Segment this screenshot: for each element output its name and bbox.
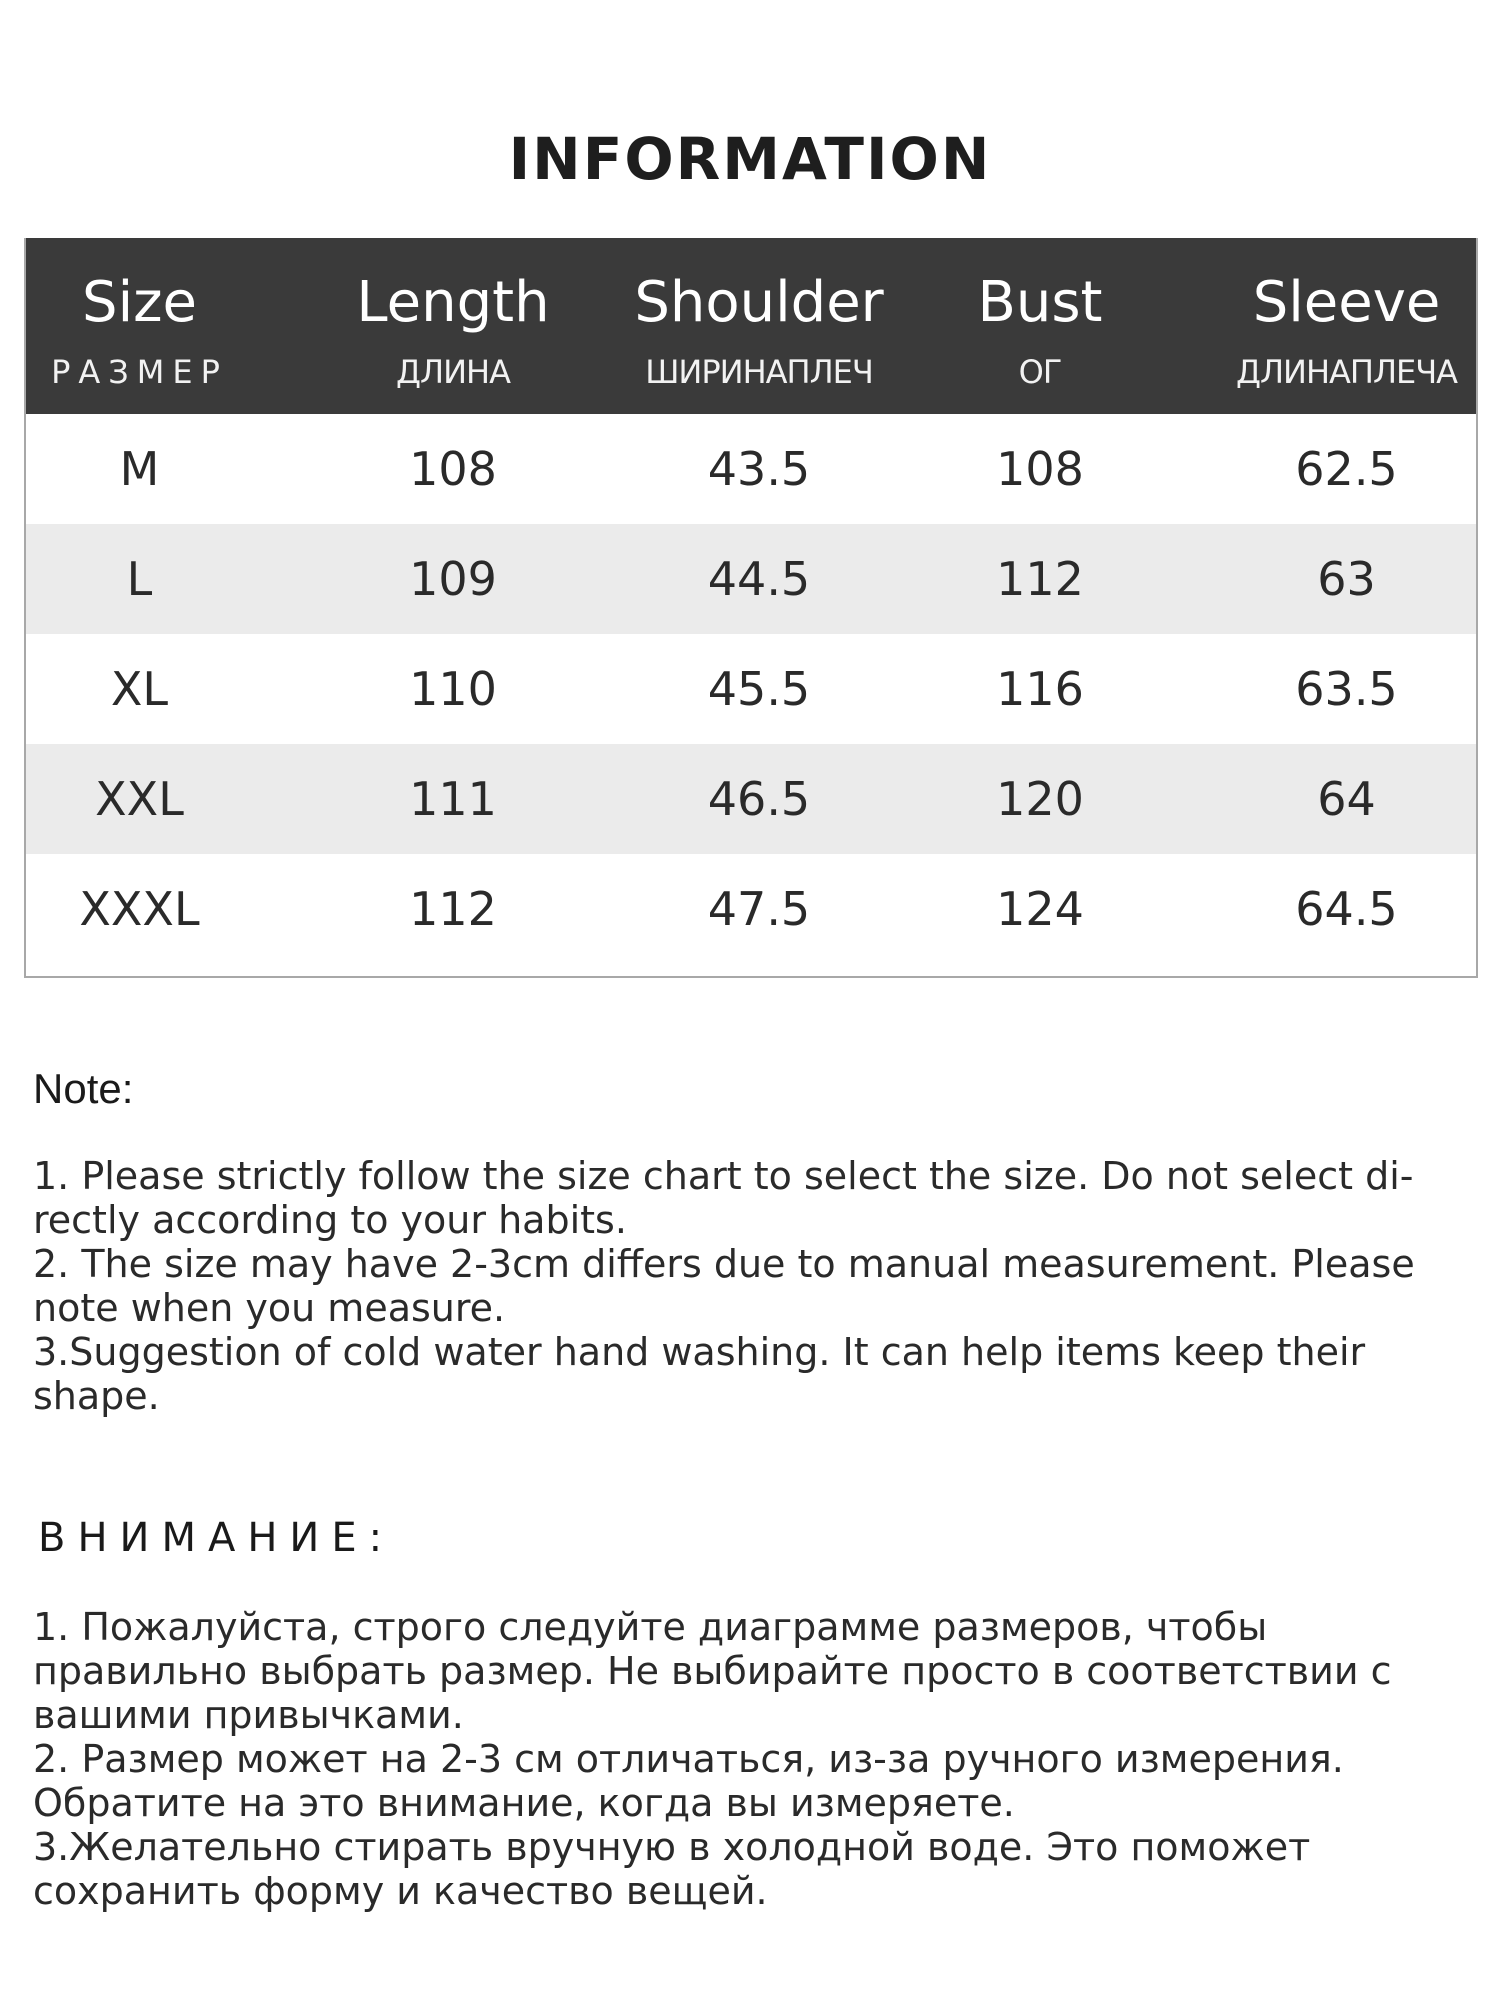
header-length-ru: ДЛИНА xyxy=(396,353,510,391)
cell-sleeve: 62.5 xyxy=(1295,442,1398,496)
cell-size: L xyxy=(126,552,153,606)
cell-shoulder: 47.5 xyxy=(707,882,811,936)
cell-size: XXXL xyxy=(79,882,200,936)
cell-bust: 120 xyxy=(996,772,1084,826)
cell-shoulder: 43.5 xyxy=(707,442,811,496)
table-row xyxy=(26,524,1476,634)
ru-note-item: 2. Размер может на 2-3 см отличаться, из-за ручного измерения. Обратите на это внимание, когда вы измеряете. xyxy=(33,1737,1344,1825)
header-size-en: Size xyxy=(82,270,197,335)
table-header xyxy=(26,238,1476,414)
cell-length: 112 xyxy=(409,882,497,936)
size-table xyxy=(24,238,1478,978)
table-row xyxy=(26,854,1476,964)
cell-sleeve: 64.5 xyxy=(1295,882,1398,936)
header-sleeve-en: Sleeve xyxy=(1252,270,1441,335)
header-length-en: Length xyxy=(356,270,550,335)
cell-sleeve: 63 xyxy=(1317,552,1376,606)
header-sleeve xyxy=(1215,238,1478,414)
ru-note-heading: ВНИМАНИЕ: xyxy=(38,1515,395,1561)
cell-size: M xyxy=(119,442,160,496)
cell-shoulder: 46.5 xyxy=(707,772,811,826)
table-row xyxy=(26,744,1476,854)
table-row xyxy=(26,414,1476,524)
page-title: INFORMATION xyxy=(508,125,992,193)
header-bust xyxy=(865,238,1215,414)
note-item: 1. Please strictly follow the size chart to select the size. Do not select di-rectly according to your habits. xyxy=(33,1154,1414,1242)
note-list xyxy=(33,1154,1473,1418)
ru-note-item: 3.Желательно стирать вручную в холодной воде. Это поможет сохранить форму и качество вещей. xyxy=(33,1825,1311,1913)
header-bust-en: Bust xyxy=(977,270,1103,335)
cell-bust: 112 xyxy=(996,552,1084,606)
table-row xyxy=(26,634,1476,744)
header-bust-ru: ОГ xyxy=(1018,353,1062,391)
ru-note-item: 1. Пожалуйста, строго следуйте диаграмме размеров, чтобы правильно выбрать размер. Не выбирайте просто в соответствии с вашими привычками. xyxy=(33,1605,1392,1737)
ru-note-list xyxy=(33,1605,1473,1913)
cell-sleeve: 63.5 xyxy=(1295,662,1398,716)
cell-length: 108 xyxy=(409,442,497,496)
cell-shoulder: 45.5 xyxy=(707,662,811,716)
cell-bust: 124 xyxy=(996,882,1084,936)
cell-length: 110 xyxy=(409,662,497,716)
cell-size: XL xyxy=(110,662,169,716)
header-size-ru: РАЗМЕР xyxy=(51,353,228,391)
cell-bust: 116 xyxy=(996,662,1084,716)
header-sleeve-ru: ДЛИНАПЛЕЧА xyxy=(1235,353,1458,391)
cell-size: XXL xyxy=(95,772,184,826)
cell-length: 111 xyxy=(409,772,497,826)
header-size xyxy=(26,238,253,414)
header-shoulder xyxy=(634,238,884,414)
cell-sleeve: 64 xyxy=(1317,772,1376,826)
header-shoulder-ru: ШИРИНАПЛЕЧ xyxy=(645,353,873,391)
note-item: 2. The size may have 2-3cm differs due to manual measurement. Please note when you measure. xyxy=(33,1242,1415,1330)
cell-bust: 108 xyxy=(996,442,1084,496)
cell-length: 109 xyxy=(409,552,497,606)
header-length xyxy=(253,238,653,414)
note-heading: Note: xyxy=(33,1065,134,1112)
note-item: 3.Suggestion of cold water hand washing. It can help items keep their shape. xyxy=(33,1330,1366,1418)
cell-shoulder: 44.5 xyxy=(707,552,811,606)
header-shoulder-en: Shoulder xyxy=(634,270,884,335)
